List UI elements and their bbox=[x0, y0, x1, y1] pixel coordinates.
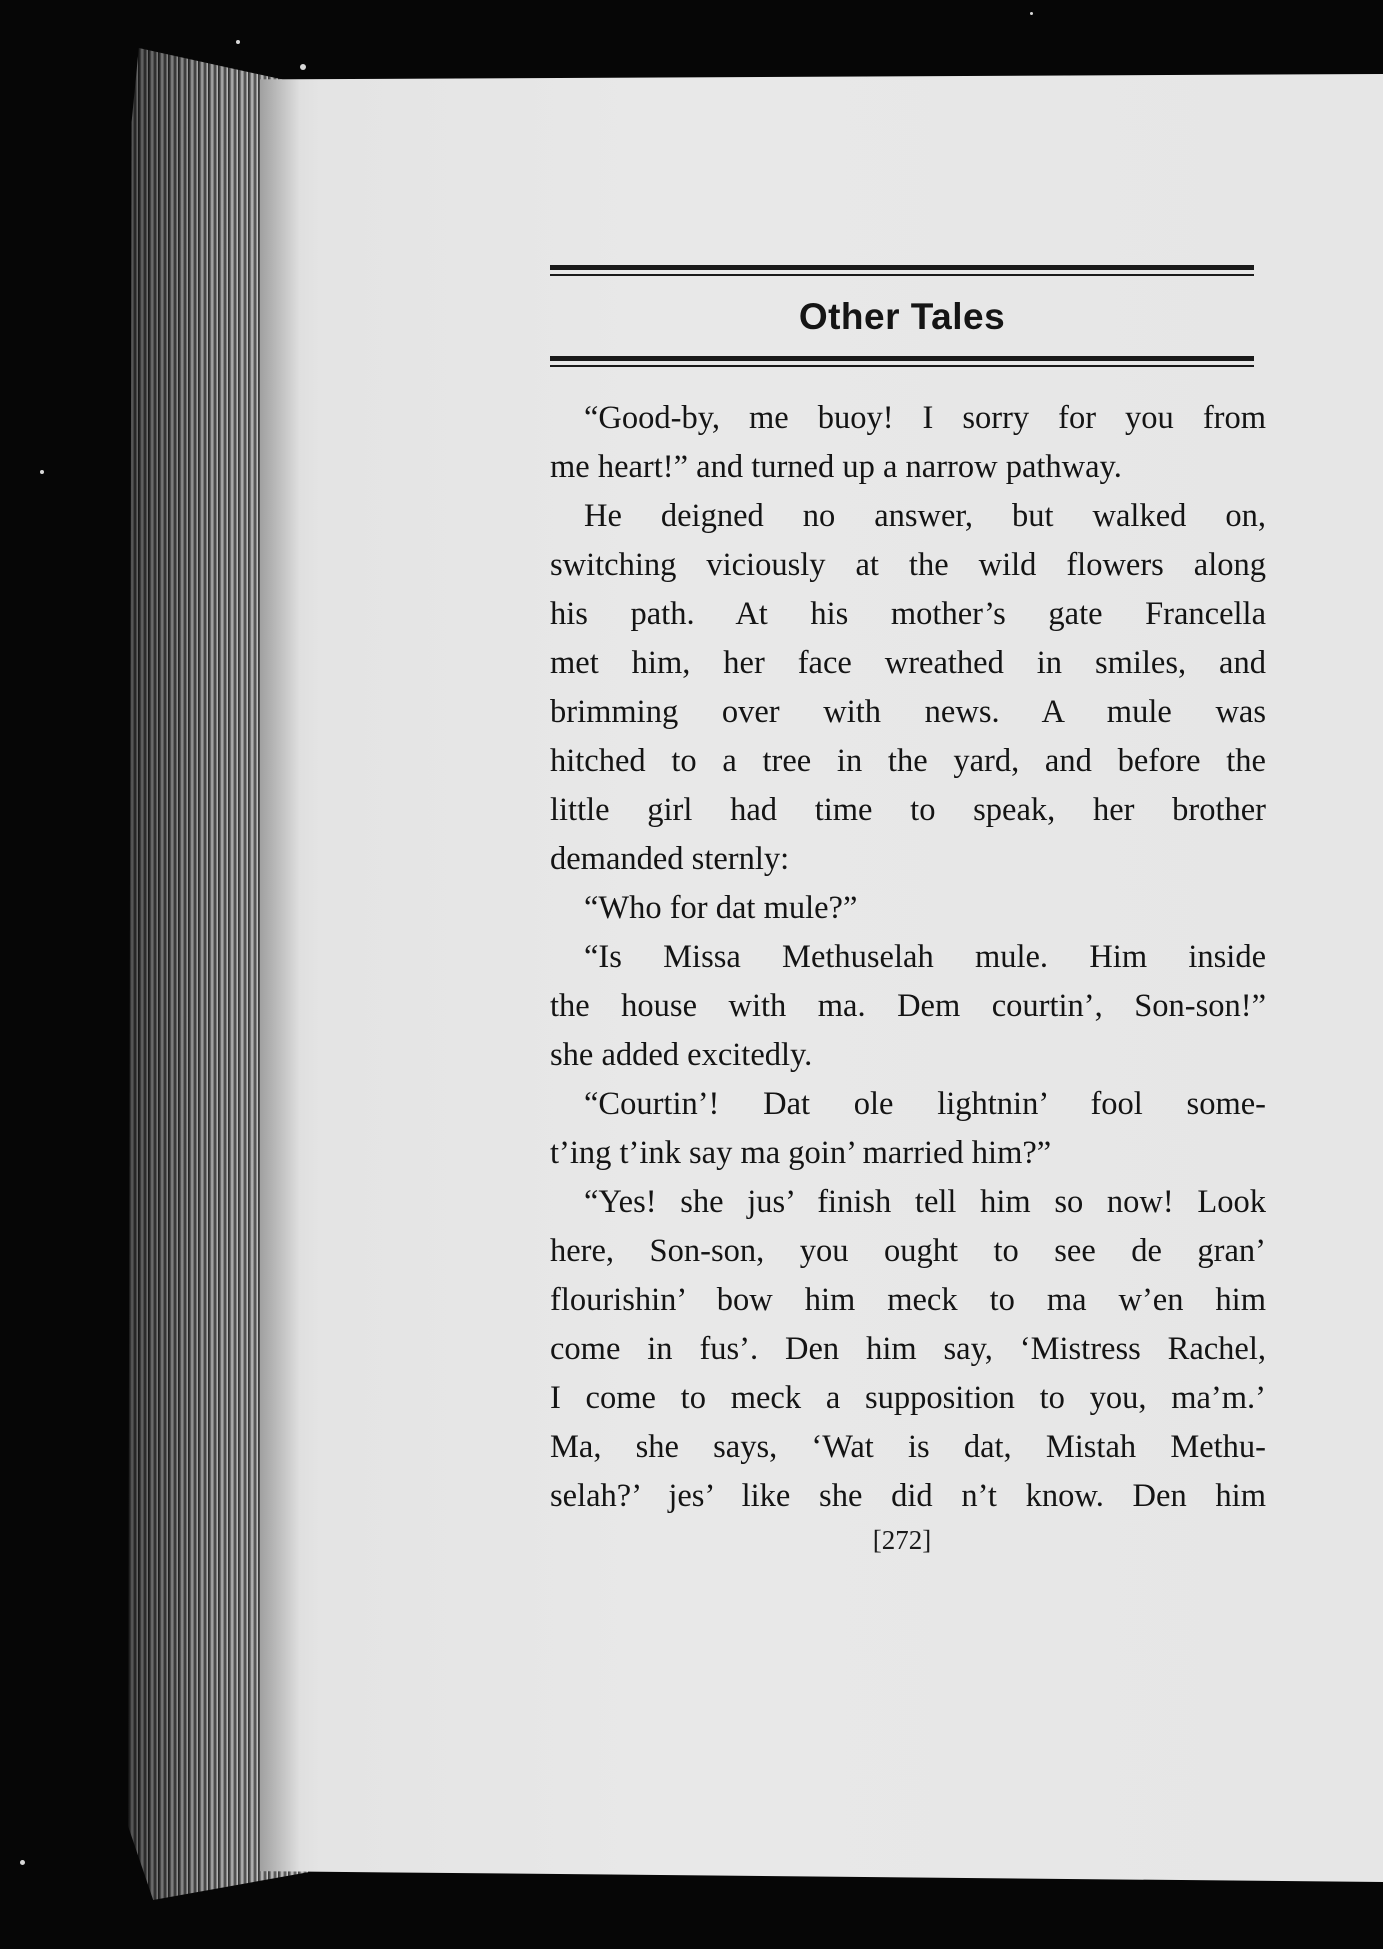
text-line: “Who for dat mule?” bbox=[584, 890, 858, 926]
text-line: selah?’ jes’ like she did n’t know. Den him bbox=[550, 1478, 1266, 1514]
running-head: Other Tales bbox=[798, 296, 1006, 337]
text-line: “Courtin’! Dat ole lightnin’ fool some- bbox=[584, 1086, 1266, 1122]
text-line: Ma, she says, ‘Wat is dat, Mistah Methu- bbox=[550, 1429, 1266, 1465]
text-line: the house with ma. Dem courtin’, Son-son!” bbox=[550, 988, 1266, 1024]
text-line: me heart!” and turned up a narrow pathway. bbox=[550, 449, 1122, 485]
text-line: “Is Missa Methuselah mule. Him inside bbox=[584, 939, 1266, 975]
text-line: I come to meck a supposition to you, ma’m.’ bbox=[550, 1380, 1266, 1416]
header-rule-bottom bbox=[550, 356, 1254, 367]
text-line: t’ing t’ink say ma goin’ married him?” bbox=[550, 1135, 1052, 1171]
text-line: flourishin’ bow him meck to ma w’en him bbox=[550, 1282, 1266, 1318]
text-line: his path. At his mother’s gate Francella bbox=[550, 596, 1266, 632]
text-line: switching viciously at the wild flowers along bbox=[550, 547, 1266, 583]
dust-speck bbox=[40, 470, 44, 474]
text-line: here, Son-son, you ought to see de gran’ bbox=[550, 1233, 1266, 1269]
body-text bbox=[550, 394, 1266, 1521]
dust-speck bbox=[20, 1860, 25, 1865]
dust-speck bbox=[236, 40, 240, 44]
page-number: [272] bbox=[872, 1525, 932, 1555]
text-line: come in fus’. Den him say, ‘Mistress Rachel, bbox=[550, 1331, 1266, 1367]
text-line: “Yes! she jus’ finish tell him so now! Look bbox=[584, 1184, 1266, 1220]
text-line: “Good-by, me buoy! I sorry for you from bbox=[584, 400, 1266, 436]
header-rule-top bbox=[550, 265, 1254, 276]
text-line: He deigned no answer, but walked on, bbox=[584, 498, 1266, 534]
text-line: met him, her face wreathed in smiles, and bbox=[550, 645, 1266, 681]
text-line: little girl had time to speak, her brother bbox=[550, 792, 1266, 828]
text-line: hitched to a tree in the yard, and before the bbox=[550, 743, 1266, 779]
text-line: she added excitedly. bbox=[550, 1037, 813, 1073]
dust-speck bbox=[300, 64, 306, 70]
dust-speck bbox=[1030, 12, 1033, 15]
text-line: demanded sternly: bbox=[550, 841, 790, 877]
text-line: brimming over with news. A mule was bbox=[550, 694, 1266, 730]
